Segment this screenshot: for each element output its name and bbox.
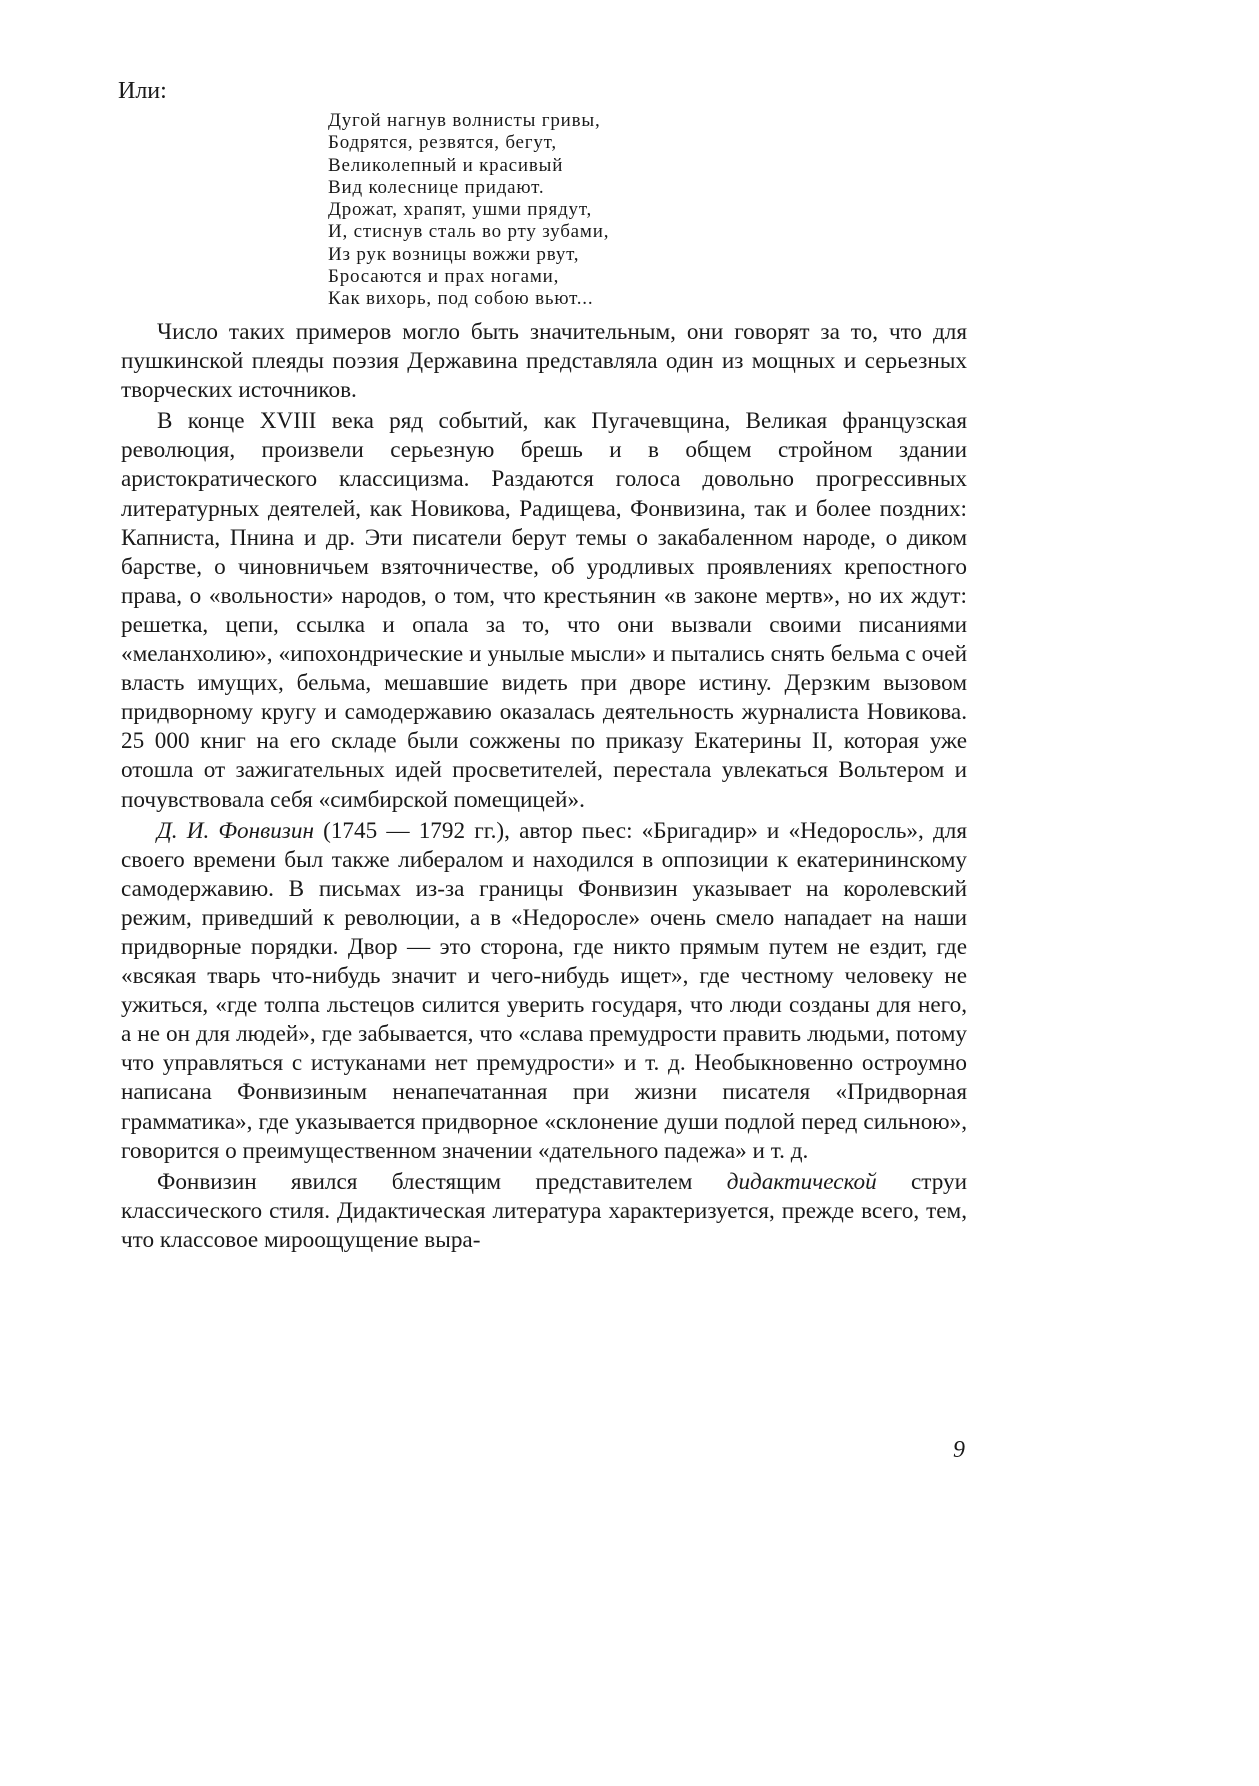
paragraph-didactic-rest: струи классического стиля. Дидактическая литература характеризуется, прежде всего, тем, что классовое мироощущение выра- xyxy=(121,1168,968,1253)
paragraph-didactic-start: Фонвизин явился блестящим представителем xyxy=(157,1168,693,1195)
paragraph-fonvizin xyxy=(121,817,967,1166)
poem-line: Как вихорь, под собою вьют... xyxy=(328,288,594,310)
poem-line: И, стиснув сталь во рту зубами, xyxy=(328,221,610,243)
intro-label: Или: xyxy=(118,78,167,104)
page-number: 9 xyxy=(953,1437,965,1463)
poem-quote xyxy=(328,110,609,311)
paragraph-didactic xyxy=(121,1168,967,1255)
author-name: Д. И. Фонвизин xyxy=(157,817,314,844)
poem-line: Вид колеснице придают. xyxy=(328,176,545,198)
poem-line: Дугой нагнув волнисты гривы, xyxy=(328,110,601,131)
poem-line: Из рук возницы вожжи рвут, xyxy=(328,243,580,265)
body-text xyxy=(121,318,967,1255)
paragraph-derzhavin: Число таких примеров могло быть значительным, они говорят за то, что для пушкинской плеяды поэзия Державина представляла один из мощных и серьезных творческих источников. xyxy=(121,319,967,404)
paragraph-fonvizin-text: (1745 — 1792 гг.), автор пьес: «Бригадир» и «Недоросль», для своего времени был также либералом и находился в оппозиции к екатерининскому самодержавию. В письмах из-за границы Фонвизин указывает на королевский режим, приведший к революции, а в «Недоросле» очень смело нападает на наши придворные порядки. Двор — это сторона, где никто прямым путем не ездит, где «всякая тварь что-нибудь значит и чего-нибудь ищет», где честному человеку не ужиться, «где толпа льстецов силится уверить государя, что люди созданы для него, а не он для людей», где забывается, что «слава премудрости править людьми, потому что управляться с истуканами нет премудрости» и т. д. Необыкновенно остроумно написана Фонвизиным ненапечатанная при жизни писателя «Придворная грамматика», где указывается придворное «склонение души подлой перед сильною», говорится о преимущественном значении «дательного падежа» и т. д. xyxy=(121,817,967,1164)
emphasis-term: дидактической xyxy=(726,1168,877,1195)
poem-line: Бодрятся, резвятся, бегут, xyxy=(328,132,557,154)
poem-line: Дрожат, храпят, ушми прядут, xyxy=(328,199,593,221)
paragraph-18th-century: В конце XVIII века ряд событий, как Пугачевщина, Великая французская революция, произвели серьезную брешь и в общем стройном здании аристократического классицизма. Раздаются голоса довольно прогрессивных литературных деятелей, как Новикова, Радищева, Фонвизина, так и более поздних: Капниста, Пнина и др. Эти писатели берут темы о закабаленном народе, о диком барстве, о чиновничьем взяточничестве, об уродливых проявлениях крепостного права, о «вольности» народов, о том, что крестьянин «в законе мертв», но их ждут: решетка, цепи, ссылка и опала за то, что они вызвали своими писаниями «меланхолию», «ипохондрические и унылые мысли» и пытались снять бельма с очей власть имущих, бельма, мешавшие видеть при дворе истину. Дерзким вызовом придворному кругу и самодержавию оказалась деятельность журналиста Новикова. 25 000 книг на его складе были сожжены по приказу Екатерины II, которая уже отошла от зажигательных идей просветителей, перестала увлекаться Вольтером и почувствовала себя «симбирской помещицей». xyxy=(121,408,967,813)
poem-line: Бросаются и прах ногами, xyxy=(328,266,560,288)
poem-line: Великолепный и красивый xyxy=(328,154,564,176)
